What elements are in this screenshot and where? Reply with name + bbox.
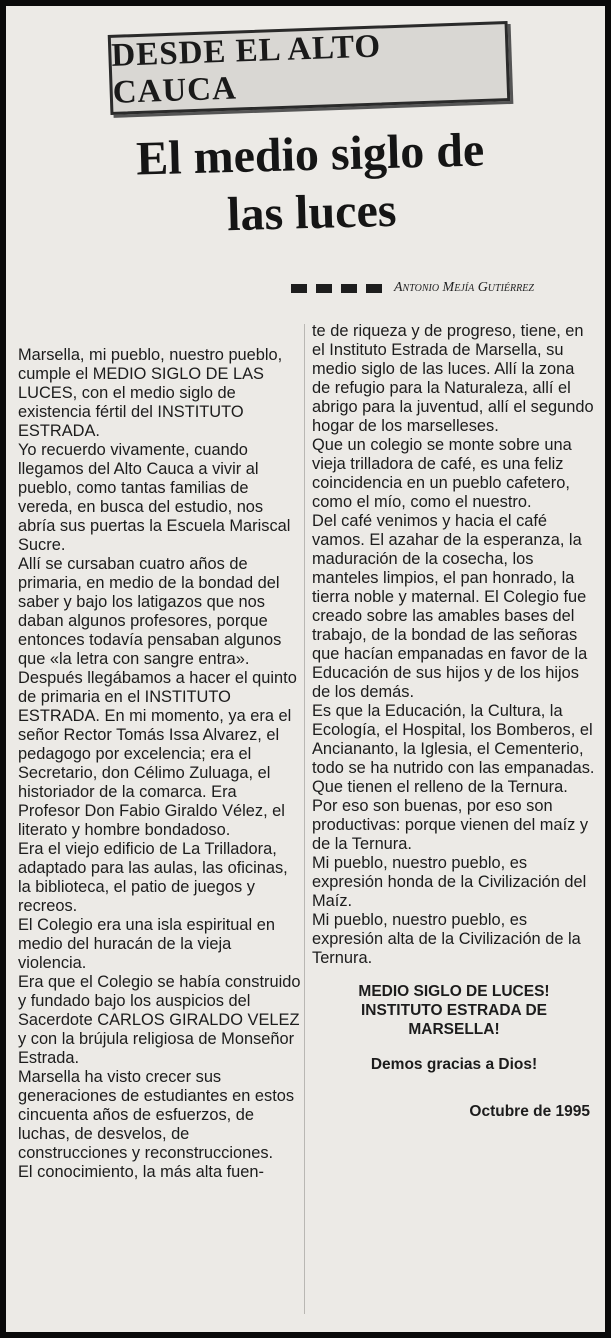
closing-thanks: Demos gracias a Dios! [370, 1056, 538, 1073]
article-date: Octubre de 1995 [469, 1103, 590, 1120]
closing-line-3: MARSELLA! [408, 1021, 500, 1038]
author-name: Antonio Mejía Gutiérrez [394, 280, 534, 295]
paragraph: Es que la Educación, la Cultura, la Ecología, el Hospital, los Bomberos, el Anciananto, la Iglesia, el Cementerio, todo se ha nutrido con las empanadas. Que tienen el relleno de la Ternura. [312, 702, 595, 796]
paragraph: Por eso son buenas, por eso son productivas: porque vienen del maíz y de la Ternura. [312, 797, 589, 853]
section-banner [108, 21, 511, 115]
paragraph: Del café venimos y hacia el café vamos. El azahar de la esperanza, la maduración de la cosecha, los manteles limpios, el pan honrado, la tierra noble y maternal. El Colegio fue creado sobre las amables bases del trabajo, de la bondad de las señoras que hacían empanadas en favor de la Educación de sus hijos y de los hijos de los demás. [312, 512, 588, 701]
paragraph: Que un colegio se monte sobre una vieja trilladora de café, es una feliz coincidencia en un pueblo cafetero, como el mío, como el nuestro. [312, 436, 572, 511]
byline-bars-icon [291, 284, 382, 293]
section-title: DESDE EL ALTO CAUCA [110, 28, 382, 111]
paragraph: El Colegio era una isla espiritual en medio del huracán de la vieja violencia. [18, 916, 275, 972]
newspaper-clipping [6, 6, 605, 1332]
paragraph: Después llegábamos a hacer el quinto de primaria en el INSTITUTO ESTRADA. En mi momento, ya era el señor Rector Tomás Issa Alvarez, el pedagogo por excelencia; era el Secretario, don Célimo Zuluaga, el historiador de la comarca. Era Profesor Don Fabio Giraldo Vélez, el literato y hombre bondadoso. [18, 669, 297, 839]
paragraph: Yo recuerdo vivamente, cuando llegamos del Alto Cauca a vivir al pueblo, como tantas familias de vereda, en busca del estudio, nos abría sus puertas la Escuela Mariscal Sucre. [18, 441, 291, 554]
paragraph: Marsella, mi pueblo, nuestro pueblo, cumple el MEDIO SIGLO DE LAS LUCES, con el medio siglo de existencia fértil del INSTITUTO ESTRADA. [18, 346, 283, 440]
headline-line-2: las luces [226, 183, 398, 242]
closing-line-2: INSTITUTO ESTRADA DE [360, 1002, 547, 1019]
column-divider [304, 324, 305, 1314]
closing-line-1: MEDIO SIGLO DE LUCES! [358, 983, 550, 1000]
paragraph: Allí se cursaban cuatro años de primaria, en medio de la bondad del saber y bajo los latigazos que nos daban algunos profesores, porque entonces todavía pensaban algunos que «la letra con sangre entra». [18, 555, 282, 668]
paragraph: te de riqueza y de progreso, tiene, en el Instituto Estrada de Marsella, su medio siglo de las luces. Allí la zona de refugio para la Naturaleza, allí el abrigo para la juventud, allí el segundo hogar de los marselleses. [312, 322, 594, 435]
paragraph: El conocimiento, la más alta fuen- [18, 1163, 264, 1181]
article-headline [100, 121, 523, 248]
paragraph: Mi pueblo, nuestro pueblo, es expresión alta de la Civilización de la Ternura. [312, 911, 581, 967]
byline [291, 276, 605, 300]
paragraph: Era que el Colegio se había construido y fundado bajo los auspicios del Sacerdote CARLOS GIRALDO VELEZ y con la brújula religiosa de Monseñor Estrada. [18, 973, 301, 1067]
headline-line-1: El medio siglo de [135, 123, 485, 186]
paragraph: Era el viejo edificio de La Trilladora, adaptado para las aulas, las oficinas, la biblioteca, el patio de juegos y recreos. [18, 840, 288, 915]
paragraph: Marsella ha visto crecer sus generaciones de estudiantes en estos cincuenta años de esfuerzos, de luchas, de desvelos, de construcciones y reconstrucciones. [18, 1068, 295, 1162]
paragraph: Mi pueblo, nuestro pueblo, es expresión honda de la Civilización del Maíz. [312, 854, 587, 910]
closing-block [312, 982, 596, 1039]
right-column [312, 322, 596, 1121]
left-column [18, 346, 303, 1182]
